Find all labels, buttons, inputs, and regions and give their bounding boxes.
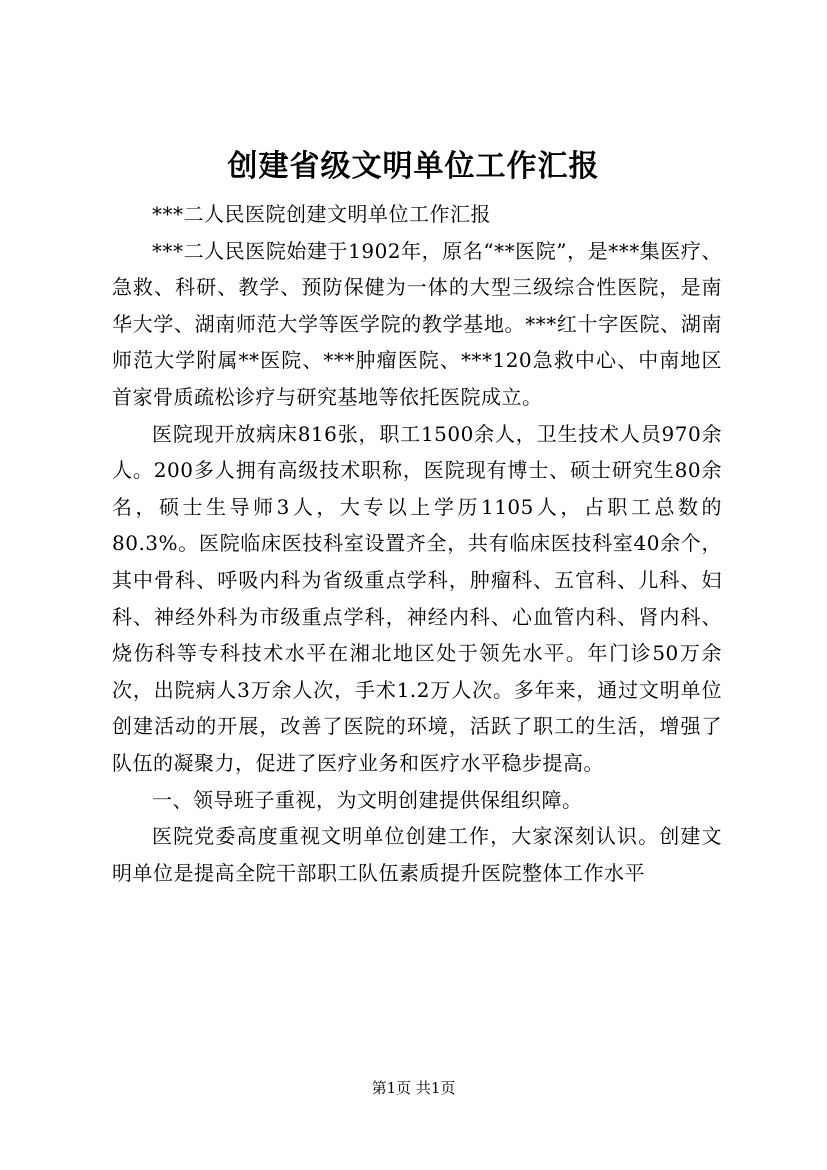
paragraph-statistics: 医院现开放病床816张，职工1500余人，卫生技术人员970余人。200多人拥有高级技术职称，医院现有博士、硕士研究生80余名，硕士生导师3人，大专以上学历1105人，占职工总数的80.3%。医院临床医技科室设置齐全，共有临床医技科室40余个，其中骨科、呼吸内科为省级重点学科，肿瘤科、五官科、儿科、妇科、神经外科为市级重点学科，神经内科、心血管内科、肾内科、烧伤科等专科技术水平在湘北地区处于领先水平。年门诊50万余次，出院病人3万余人次，手术1.2万人次。多年来，通过文明单位创建活动的开展，改善了医院的环境，活跃了职工的生活，增强了队伍的凝聚力，促进了医疗业务和医疗水平稳步提高。	[112, 421, 722, 775]
paragraph-section-one: 医院党委高度重视文明单位创建工作，大家深刻认识。创建文明单位是提高全院干部职工队伍素质提升医院整体工作水平	[112, 824, 722, 885]
document-body	[112, 196, 722, 891]
document-title: 创建省级文明单位工作汇报	[227, 149, 600, 184]
section-heading: 一、领导班子重视，为文明创建提供保组织障。	[152, 787, 583, 812]
paragraph-subtitle: ***二人民医院创建文明单位工作汇报	[152, 202, 491, 226]
page-footer: 第1页 共1页	[371, 1079, 456, 1097]
paragraph-intro: ***二人民医院始建于1902年，原名“**医院”，是***集医疗、急救、科研、教学、预防保健为一体的大型三级综合性医院，是南华大学、湖南师范大学等医学院的教学基地。***红十字医院、湖南师范大学附属**医院、***肿瘤医院、***120急救中心、中南地区首家骨质疏松诊疗与研究基地等依托医院成立。	[112, 238, 722, 409]
